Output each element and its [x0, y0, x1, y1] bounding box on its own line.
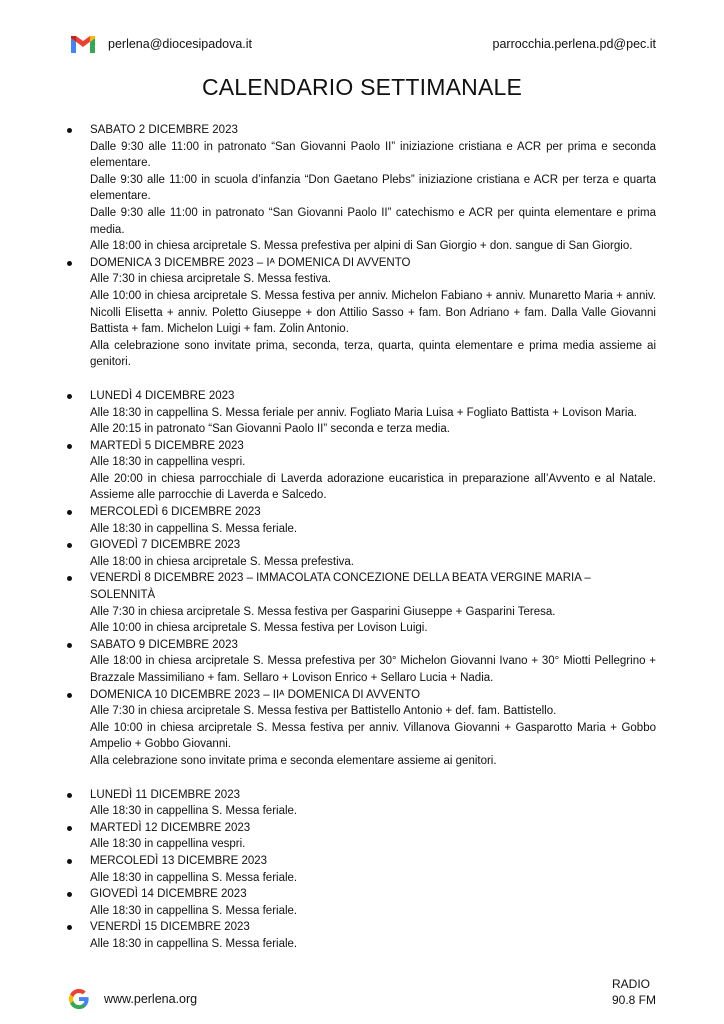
day-title: LUNEDÌ 4 DICEMBRE 2023 [90, 389, 235, 402]
calendar-day [64, 637, 656, 687]
event-line: Alle 7:30 in chiesa arcipretale S. Messa festiva per Battistello Antonio + def. fam. Battistello. [90, 705, 557, 718]
day-title: DOMENICA 10 DICEMBRE 2023 – IIᴬ DOMENICA DI AVVENTO [90, 688, 421, 701]
event-line: Alle 7:30 in chiesa arcipretale S. Messa festiva. [90, 273, 331, 286]
event-line: Alla celebrazione sono invitate prima e seconda elementare assieme ai genitori. [90, 754, 497, 767]
event-line: Alle 20:00 in chiesa parrocchiale di Laverda adorazione eucaristica in preparazione all’Avvento e al Natale. Assieme alle parrocchie di Laverda e Salcedo. [90, 472, 656, 502]
event-line: Alle 18:00 in chiesa arcipretale S. Messa prefestiva per alpini di San Giorgio + don. sangue di San Giorgio. [90, 240, 633, 253]
calendar-day [64, 820, 656, 853]
event-line: Alla celebrazione sono invitate prima, seconda, terza, quarta, quinta elementare e prima media assieme ai genitori. [90, 339, 656, 369]
calendar-day [64, 122, 656, 255]
day-title: MERCOLEDÌ 6 DICEMBRE 2023 [90, 506, 261, 519]
calendar-day [64, 570, 656, 636]
day-title: SABATO 9 DICEMBRE 2023 [90, 638, 238, 651]
event-line: Alle 18:30 in cappellina S. Messa feriale. [90, 522, 298, 535]
calendar-day [64, 687, 656, 770]
event-line: Dalle 9:30 alle 11:00 in patronato “San Giovanni Paolo II” catechismo e ACR per quinta elementare e prima media. [90, 206, 656, 236]
day-title: MERCOLEDÌ 13 DICEMBRE 2023 [90, 854, 268, 867]
event-line: Alle 18:30 in cappellina S. Messa feriale. [90, 937, 298, 950]
event-line: Alle 18:30 in cappellina S. Messa feriale. [90, 871, 298, 884]
calendar-day [64, 853, 656, 886]
day-list [64, 122, 656, 371]
event-line: Dalle 9:30 alle 11:00 in scuola d’infanzia “Don Gaetano Plebs” iniziazione cristiana e ACR per terza e quarta elementare. [90, 173, 656, 203]
day-title: SABATO 2 DICEMBRE 2023 [90, 124, 238, 136]
page-title: CALENDARIO SETTIMANALE [201, 74, 523, 100]
day-list [64, 787, 656, 953]
day-title: VENERDÌ 15 DICEMBRE 2023 [90, 921, 250, 934]
event-line: Alle 18:00 in chiesa arcipretale S. Messa prefestiva. [90, 555, 354, 568]
day-title: GIOVEDÌ 14 DICEMBRE 2023 [90, 888, 247, 901]
event-line: Alle 18:30 in cappellina S. Messa feriale. [90, 904, 298, 917]
page-footer [68, 974, 656, 1018]
calendar-day [64, 537, 656, 570]
page-header [70, 34, 656, 56]
event-line: Alle 7:30 in chiesa arcipretale S. Messa festiva per Gasparini Giuseppe + Gasparini Teresa. [90, 605, 556, 618]
event-line: Alle 18:30 in cappellina vespri. [90, 456, 246, 469]
event-line: Alle 10:00 in chiesa arcipretale S. Messa festiva per anniv. Michelon Fabiano + anniv. Munaretto Maria + anniv. Nicolli Elisetta + anniv. Poletto Giuseppe + don Attilio Sasso + fam. Bon Adriano + fam. Dalla Valle Giovanni Battista + fam. Michelon Luigi + fam. Zolin Antonio. [90, 289, 656, 336]
calendar-day [64, 438, 656, 504]
calendar-day [64, 255, 656, 371]
event-line: Dalle 9:30 alle 11:00 in patronato “San Giovanni Paolo II” iniziazione cristiana e ACR per prima e seconda elementare. [90, 140, 656, 170]
event-line: Alle 18:00 in chiesa arcipretale S. Messa prefestiva per 30° Michelon Giovanni Ivano + 30° Miotti Pellegrino + Brazzale Massimiliano + fam. Sellaro + Lovison Enrico + Sellaro Lucia + Nadia. [90, 655, 656, 684]
day-title: DOMENICA 3 DICEMBRE 2023 – Iᴬ DOMENICA DI AVVENTO [90, 256, 411, 269]
event-line: Alle 18:30 in cappellina S. Messa feriale per anniv. Fogliato Maria Luisa + Fogliato Battista + Lovison Maria. [90, 406, 637, 419]
gmail-icon [70, 34, 96, 54]
day-title: GIOVEDÌ 7 DICEMBRE 2023 [90, 539, 241, 552]
calendar-day [64, 787, 656, 820]
website-link[interactable]: www.perlena.org [104, 992, 198, 1006]
day-list [64, 388, 656, 770]
calendar-day [64, 504, 656, 537]
radio-label: RADIO 90.8 FM [611, 977, 656, 1007]
event-line: Alle 20:15 in patronato “San Giovanni Paolo II” seconda e terza media. [90, 423, 450, 436]
day-title: LUNEDÌ 11 DICEMBRE 2023 [90, 788, 240, 801]
event-line: Alle 18:30 in cappellina S. Messa feriale. [90, 805, 298, 818]
event-line: Alle 18:30 in cappellina vespri. [90, 838, 246, 851]
calendar-day [64, 919, 656, 952]
email-left[interactable]: perlena@diocesipadova.it [108, 37, 253, 51]
day-title: MARTEDÌ 12 DICEMBRE 2023 [90, 821, 251, 834]
google-icon [68, 988, 90, 1010]
event-line: Alle 10:00 in chiesa arcipretale S. Messa festiva per Lovison Luigi. [90, 622, 428, 635]
email-right[interactable]: parrocchia.perlena.pd@pec.it [492, 37, 656, 51]
day-title: MARTEDÌ 5 DICEMBRE 2023 [90, 439, 244, 452]
event-line: Alle 10:00 in chiesa arcipretale S. Messa festiva per anniv. Villanova Giovanni + Gasparotto Maria + Gobbo Ampelio + Gobbo Giovanni. [90, 721, 656, 751]
calendar-day [64, 388, 656, 438]
calendar-day [64, 886, 656, 919]
calendar-content [64, 122, 656, 953]
day-title: VENERDÌ 8 DICEMBRE 2023 – IMMACOLATA CONCEZIONE DELLA BEATA VERGINE MARIA – SOLENNITÀ [90, 572, 591, 602]
